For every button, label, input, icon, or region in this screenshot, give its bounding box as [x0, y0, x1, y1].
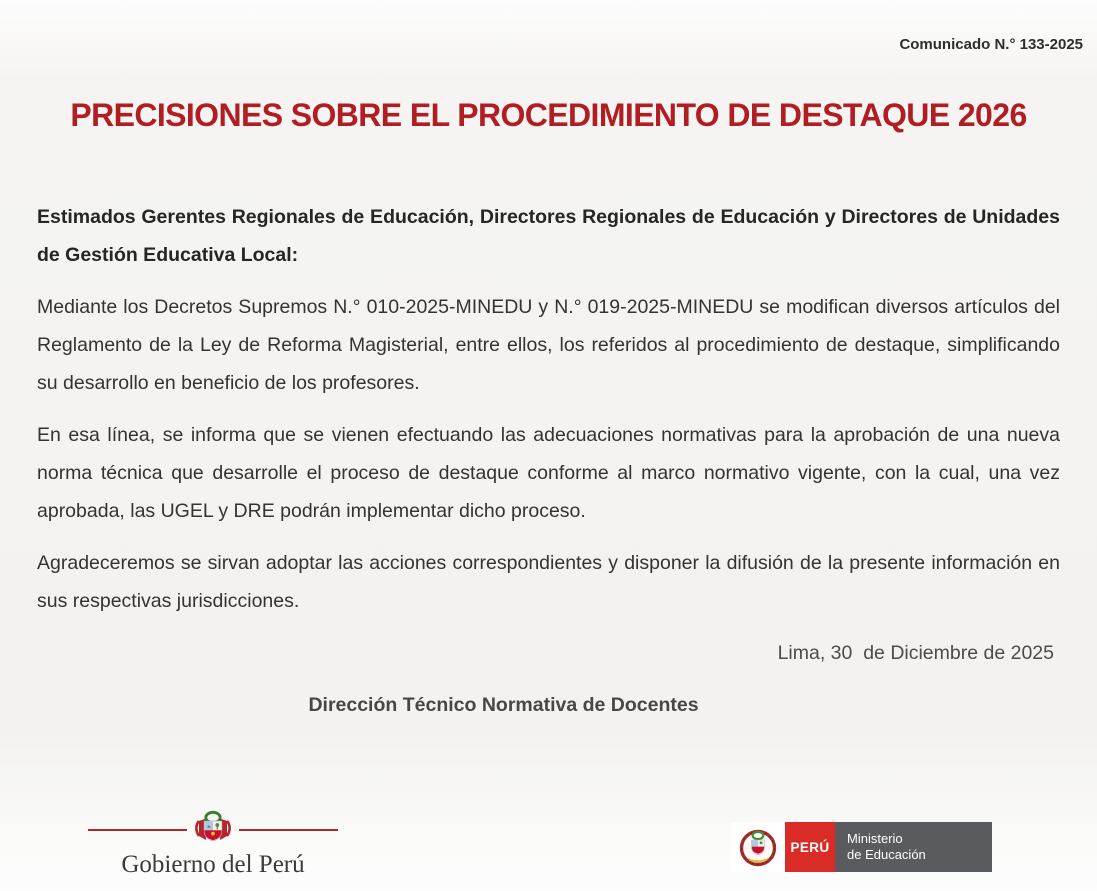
- peru-label-box: [785, 822, 835, 872]
- ministry-name-line1: Ministerio: [847, 831, 903, 846]
- paragraph-agradecimiento: Agradeceremos se sirvan adoptar las acciones correspondientes y disponer la difusión de la presente información en sus respectivas jurisdicciones.: [37, 552, 1060, 612]
- ministry-name-line2: de Educación: [847, 847, 926, 862]
- document-body: [37, 198, 1060, 738]
- minedu-logo: [731, 822, 992, 872]
- peru-label: PERÚ: [790, 839, 830, 855]
- comunicado-number: Comunicado N.° 133-2025: [899, 36, 1083, 53]
- ministry-name-box: [835, 822, 992, 872]
- gov-logo-rule: [88, 810, 338, 850]
- signature-unit: Dirección Técnico Normativa de Docentes: [308, 694, 699, 716]
- peru-coat-of-arms-icon: [190, 810, 236, 850]
- paragraph-decretos-supremos: Mediante los Decretos Supremos N.° 010-2025-MINEDU y N.° 019-2025-MINEDU se modifican diversos artículos del Reglamento de la Ley de Reforma Magisterial, entre ellos, los referidos al procedimiento de destaque, simplificando su desarrollo en beneficio de los profesores.: [37, 296, 1060, 394]
- document-title: PRECISIONES SOBRE EL PROCEDIMIENTO DE DESTAQUE 2026: [70, 97, 1027, 133]
- peru-coat-of-arms-icon: [731, 822, 785, 872]
- decorative-line-left: [88, 829, 187, 831]
- dateline: Lima, 30 de Diciembre de 2025: [777, 642, 1054, 664]
- gobierno-del-peru-label: Gobierno del Perú: [121, 851, 305, 878]
- gobierno-del-peru-logo: [88, 810, 338, 879]
- decorative-line-right: [239, 829, 338, 831]
- paragraph-adecuaciones-normativas: En esa línea, se informa que se vienen efectuando las adecuaciones normativas para la aprobación de una nueva norma técnica que desarrolle el proceso de destaque conforme al marco normativo vigente, con la cual, una vez aprobada, las UGEL y DRE podrán implementar dicho proceso.: [37, 424, 1060, 522]
- salutation-paragraph: Estimados Gerentes Regionales de Educación, Directores Regionales de Educación y Directores de Unidades de Gestión Educativa Local:: [37, 206, 1060, 266]
